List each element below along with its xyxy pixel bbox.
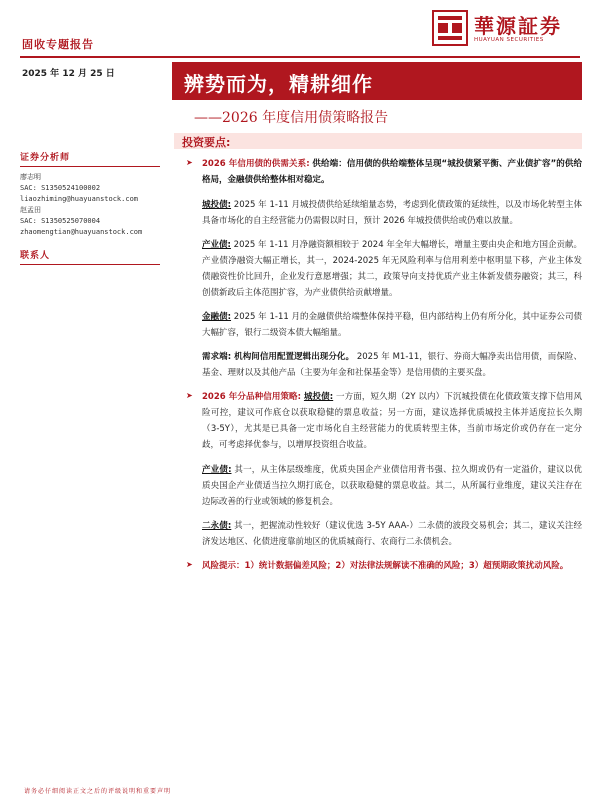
- para-label: 产业债:: [202, 240, 231, 250]
- analyst-name: 廖志明: [20, 173, 41, 181]
- analyst-sac: SAC: S1350524100002: [20, 184, 101, 192]
- main-content: [182, 156, 582, 583]
- para-label: 城投债:: [202, 200, 232, 210]
- logo-en-text: HUAYUAN SECURITIES: [474, 37, 544, 43]
- section-heading: 投资要点:: [182, 136, 231, 149]
- para-label: 城投债:: [303, 392, 334, 402]
- sidebar-divider: [20, 166, 160, 167]
- point-bold-text: 供给端：信用债的供给端整体呈现“城投债紧平衡、产业债扩容”的供给格局，金融债供给整体相对稳定。: [202, 159, 582, 185]
- company-logo: [432, 10, 582, 50]
- point-supply-demand: [182, 156, 582, 188]
- para-text: 一方面，短久期（2Y 以内）下沉城投债在化债政策支撑下信用风险可控，建议可作底仓以获取稳健的票息收益；另一方面，建议选择优质城投主体并适度拉长久期（3-5Y），尤其是已具备一定市场化自主经营能力的优质转型主体，当前市场定价或仍存在一定分歧，可考虑择优参与，以增厚投资组合收益。: [202, 392, 583, 450]
- analyst-heading: 证券分析师: [20, 153, 71, 163]
- paragraph-financial: [202, 309, 582, 341]
- doc-type-label: 固收专题报告: [22, 38, 94, 51]
- paragraph-perpetual: [202, 518, 582, 550]
- logo-mark-icon: [432, 10, 468, 46]
- paragraph-chengtou: [202, 197, 582, 229]
- point-lead: 2026 年分品种信用策略:: [202, 392, 302, 402]
- paragraph-industry: [202, 237, 582, 301]
- paragraph-industry-strategy: [202, 462, 582, 510]
- point-strategy: [182, 389, 582, 453]
- para-text: 2025 年 M1-11，银行、券商大幅净卖出信用债，而保险、基金、理财以及其他产品（主要为年金和社保基金等）是信用债的主要买盘。: [202, 352, 582, 378]
- risk-warning: 风险提示：1）统计数据偏差风险；2）对法律法规解读不准确的风险；3）超预期政策扰动风险。: [202, 561, 569, 571]
- header-divider: [20, 56, 580, 58]
- point-risk: [182, 558, 582, 574]
- page-header: [0, 0, 600, 66]
- arrow-bullet-icon: ➤: [186, 391, 193, 400]
- para-label: 二永债:: [202, 521, 232, 531]
- para-text: 2025 年 1-11 月城投债供给延续缩量态势，考虑到化债政策的延续性，以及市场化转型主体具备市场化的自主经营能力仍需假以时日，预计 2026 年城投债供给或仍难以放量。: [202, 200, 582, 226]
- para-label: 金融债:: [202, 312, 232, 322]
- section-heading-bar: [174, 133, 582, 149]
- footer-disclaimer: 请务必仔细阅读正文之后的评级说明和重要声明: [24, 788, 172, 795]
- analyst-email[interactable]: liaozhiming@huayuanstock.com: [20, 195, 139, 203]
- contact-heading: 联系人: [20, 251, 51, 261]
- para-label: 需求端: 机构间信用配置逻辑出现分化。: [202, 352, 355, 362]
- para-text: 其一，把握流动性较好（建议优选 3-5Y AAA-）二永债的波段交易机会；其二，建议关注经济发达地区、化债进度靠前地区的优质城商行、农商行二永债机会。: [202, 521, 582, 547]
- para-text: 2025 年 1-11 月净融资额相较于 2024 年全年大幅增长，增量主要由央企和地方国企贡献。产业债净融资大幅正增长，其一，2024-2025 年无风险利率与信用利差中枢明显下移，产业主体发债融资性价比回升，企业发行意愿增强；其二，政策导向支持优质产业主体新发债券融资；其三，科创债新政后主体范围扩容，为产业债供给贡献增量。: [202, 240, 583, 298]
- analyst-email[interactable]: zhaomengtian@huayuanstock.com: [20, 228, 143, 236]
- para-label: 产业债:: [202, 465, 232, 475]
- arrow-bullet-icon: ➤: [186, 560, 193, 569]
- arrow-bullet-icon: ➤: [186, 158, 193, 167]
- para-text: 2025 年 1-11 月的金融债供给端整体保持平稳，但内部结构上仍有所分化，其中证券公司债大幅扩容，银行二级资本债大幅缩量。: [202, 312, 582, 338]
- analyst-name: 赵孟田: [20, 206, 41, 214]
- para-text: 其一，从主体层级维度，优质央国企产业债信用背书强、拉久期或仍有一定溢价，建议以优质央国企产业债适当拉久期打底仓，以获取稳健的票息收益。其二，从所属行业维度，建议关注存在边际改善的行业或领域的修复机会。: [202, 465, 582, 507]
- point-lead: 2026 年信用债的供需关系:: [202, 159, 310, 169]
- sidebar: [20, 150, 160, 270]
- report-title: 辨势而为，精耕细作: [184, 72, 373, 96]
- sidebar-divider: [20, 264, 160, 265]
- paragraph-demand: [202, 349, 582, 381]
- report-subtitle: ——2026 年度信用债策略报告: [194, 110, 389, 126]
- title-banner: [172, 62, 582, 100]
- logo-cn-text: 華源証券: [474, 14, 562, 38]
- report-date: 2025 年 12 月 25 日: [22, 69, 115, 79]
- analyst-sac: SAC: S1350525070004: [20, 217, 101, 225]
